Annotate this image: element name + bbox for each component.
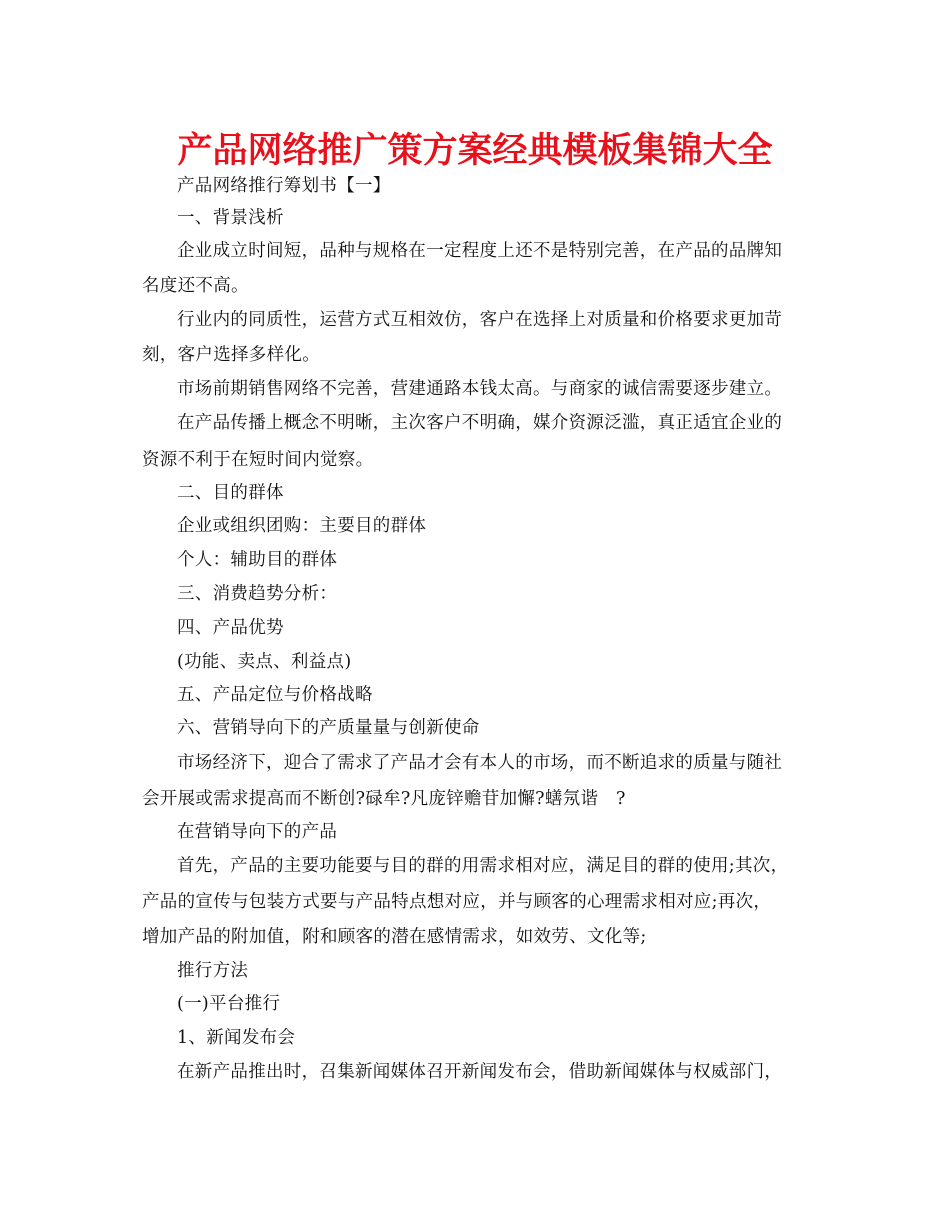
paragraph-line: 刻，客户选择多样化。 (142, 345, 320, 365)
paragraph-line: 行业内的同质性，运营方式互相效仿，客户在选择上对质量和价格要求更加苛 (177, 310, 783, 330)
paragraph-line: (功能、卖点、利益点) (177, 652, 352, 672)
section-heading: 三、消费趋势分析： (177, 584, 338, 604)
paragraph-line: 市场经济下，迎合了需求了产品才会有本人的市场，而不断追求的质量与随社 (177, 753, 783, 773)
section-heading: 推行方法 (177, 961, 249, 981)
paragraph-line: 企业或组织团购：主要目的群体 (177, 516, 427, 536)
section-heading: 一、背景浅析 (177, 208, 284, 228)
paragraph-line: 首先，产品的主要功能要与目的群的用需求相对应，满足目的群的使用;其次， (177, 856, 789, 876)
paragraph-line: 名度还不高。 (142, 276, 249, 296)
paragraph-line: 在新产品推出时，召集新闻媒体召开新闻发布会，借助新闻媒体与权威部门， (177, 1062, 783, 1082)
paragraph-line: 产品的宣传与包装方式要与产品特点想对应，并与顾客的心理需求相对应;再次， (142, 892, 772, 912)
paragraph-line: 增加产品的附加值，附和顾客的潜在感情需求，如效劳、文化等; (142, 927, 647, 947)
section-heading: 六、营销导向下的产质量量与创新使命 (177, 718, 480, 738)
paragraph-line: 在产品传播上概念不明晰，主次客户不明确，媒介资源泛滥，真正适宜企业的 (177, 413, 783, 433)
section-heading: 四、产品优势 (177, 618, 284, 638)
section-heading: 五、产品定位与价格战略 (177, 685, 373, 705)
paragraph-line: 在营销导向下的产品 (177, 822, 338, 842)
section-heading: 二、目的群体 (177, 483, 284, 503)
section-heading: 1、新闻发布会 (177, 1028, 296, 1048)
paragraph-line: 产品网络推行筹划书【一】 (177, 176, 391, 196)
paragraph-line: 市场前期销售网络不完善，营建通路本钱太高。与商家的诚信需要逐步建立。 (177, 379, 783, 399)
section-heading: (一)平台推行 (177, 994, 281, 1014)
paragraph-line: 个人：辅助目的群体 (177, 550, 338, 570)
paragraph-line: 会开展或需求提高而不断创?碌牟?凡庞锌赡苷加懈?蟮氖谐 ? (142, 789, 626, 809)
document-title: 产品网络推广策方案经典模板集锦大全 (177, 131, 773, 171)
paragraph-line: 资源不利于在短时间内觉察。 (142, 450, 374, 470)
paragraph-line: 企业成立时间短，品种与规格在一定程度上还不是特别完善，在产品的品牌知 (177, 241, 783, 261)
